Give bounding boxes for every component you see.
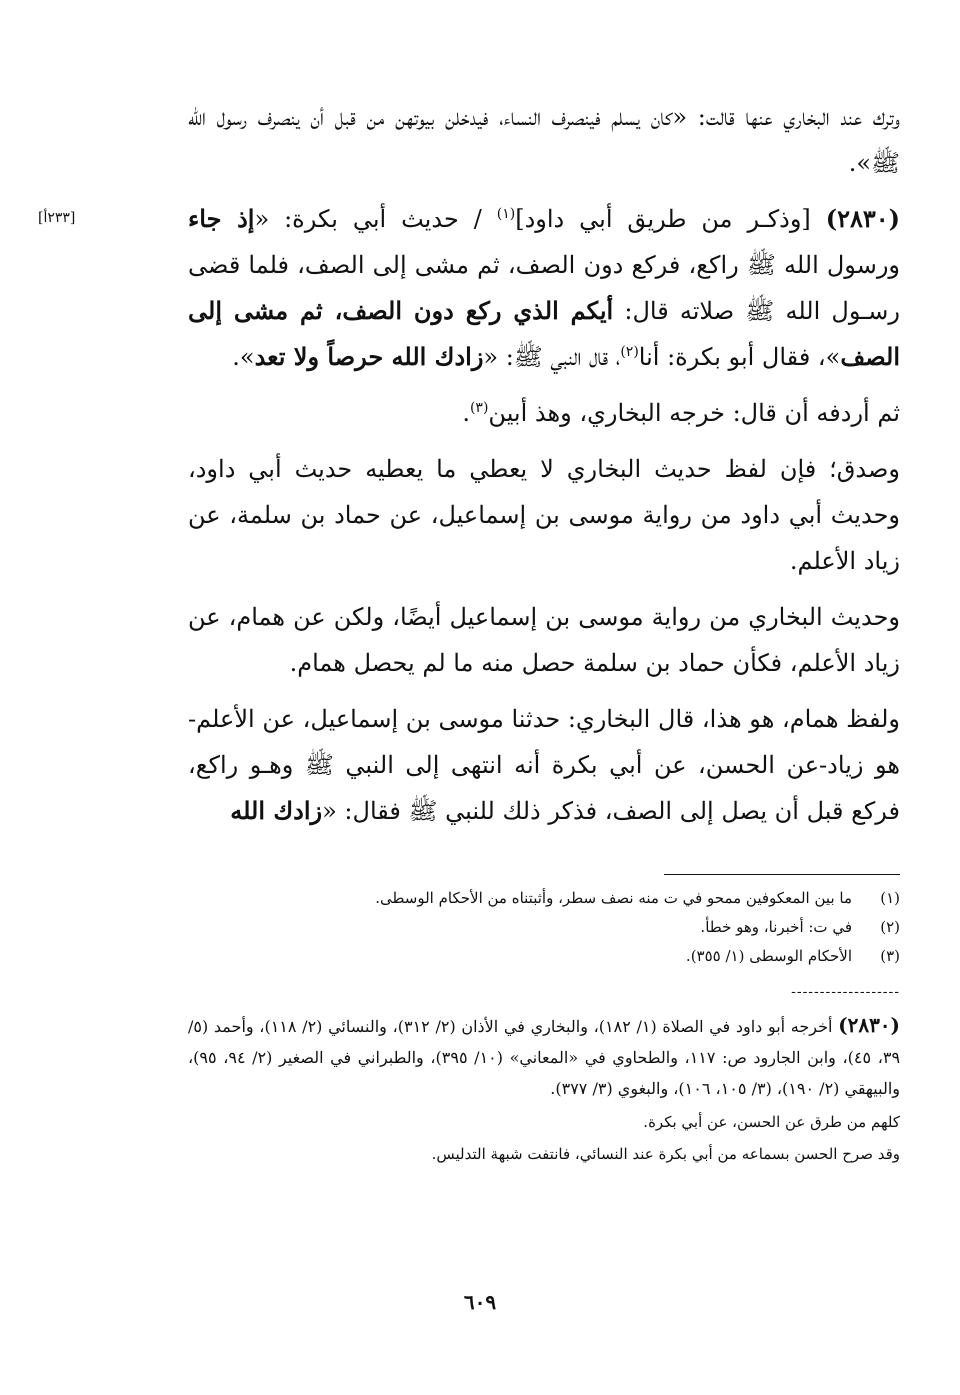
takhrij-2830 — [188, 1010, 900, 1104]
footnote-text: في ت: أخبرنا، وهو خطأ. — [700, 918, 852, 936]
takhrij-separator: ------------------- — [791, 984, 900, 1000]
page-number: ٦٠٩ — [463, 1290, 497, 1314]
text-segment: ورسول الله ﷺ راكع، فركع دون الصف، ثم مشى إلى الصف، فلما قضى رسـول الله ﷺ صلاته قال: — [188, 251, 900, 325]
text-segment: ولفظ همام، هو هذا، قال البخاري: حدثنا موسى بن إسماعيل، عن الأعلم-هو زياد-عن الحسن، عن أبي بكرة أنه انتهى إلى النبي ﷺ وهـو راكع، فركع قبل أن يصل إلى الصف، فذكر ذلك للنبي ﷺ فقال: « — [188, 705, 900, 825]
footnote-ref-1: (١) — [496, 206, 516, 222]
footnote-text: الأحكام الوسطى (١/ ٣٥٥). — [685, 947, 852, 965]
footnote-3 — [188, 942, 900, 971]
hadith-quote: أيكم الذي ركع دون الصف، ثم مشى إلى الصف — [188, 296, 900, 371]
footnote-divider — [664, 874, 900, 875]
footnote-number: (١) — [880, 889, 900, 907]
hadith-number: (٢٨٣٠) — [825, 204, 901, 233]
hadith-2830 — [188, 196, 900, 380]
hadith-quote: زادك الله — [230, 796, 323, 825]
hadith-quote: إذ جاء — [188, 204, 255, 233]
paragraph-1: وترك عند البخاري عنها قالت: «كان يسلم فينصرف النساء، فيدخلن بيوتهن من قبل أن ينصرف رسول الله ﷺ». — [188, 103, 900, 177]
paragraph-6 — [188, 696, 900, 834]
footnote-ref-3: (٣) — [469, 400, 489, 416]
takhrij-number: (٢٨٣٠) — [838, 1013, 901, 1037]
footnote-ref-2: (٢) — [620, 344, 639, 360]
manuscript-folio-ref: [٢٣٣أ] — [38, 210, 76, 226]
text-segment: [وذكـر من طريق أبي داود] — [515, 205, 826, 233]
text-segment: . — [462, 399, 470, 427]
text-segment: ». — [232, 343, 255, 371]
footnote-2 — [188, 913, 900, 942]
footnote-1 — [188, 884, 900, 913]
takhrij-note-2: وقد صرح الحسن بسماعه من أبي بكرة عند النسائي، فانتفت شبهة التدليس. — [431, 1145, 900, 1163]
hadith-quote: زادك الله حرصاً ولا تعد — [254, 342, 484, 371]
text-segment: / حديث أبي بكرة: « — [254, 205, 497, 233]
footnotes — [188, 884, 900, 971]
paragraph-3 — [188, 390, 900, 436]
text-segment: ، قال النبي ﷺ: « — [483, 343, 621, 371]
paragraph-4: وصدق؛ فإن لفظ حديث البخاري لا يعطي ما يعطيه حديث أبي داود، وحديث أبي داود من رواية موسى بن إسماعيل، عن حماد بن سلمة، عن زياد الأعلم. — [188, 455, 900, 575]
footnote-number: (٣) — [880, 947, 900, 965]
takhrij-note-1: كلهم من طرق عن الحسن، عن أبي بكرة. — [643, 1113, 900, 1131]
footnote-text: ما بين المعكوفين ممحو في ت منه نصف سطر، وأثبتناه من الأحكام الوسطى. — [375, 889, 852, 907]
takhrij-notes — [188, 1010, 900, 1168]
text-segment: »، فقال أبو بكرة: أنا — [638, 343, 841, 371]
takhrij-text: أخرجه أبو داود في الصلاة (١/ ١٨٢)، والبخاري في الأذان (٢/ ٣١٢)، والنسائي (٢/ ١١٨)، وأحمد (٥/ ٣٩، ٤٥)، وابن الجارود ص: ١١٧، والطحاوي في «المعاني» (١٠/ ٣٩٥)، والطبراني في الصغير (٢/ ٩٤، ٩٥)، والبيهقي (٢/ ١٩٠)، (٣/ ١٠٥، ١٠٦)، والبغوي (٣/ ٣٧٧). — [188, 1017, 901, 1098]
main-text — [188, 94, 900, 844]
text-segment: ثم أردفه أن قال: خرجه البخاري، وهذ أبين — [488, 399, 900, 427]
footnote-number: (٢) — [880, 918, 900, 936]
paragraph-5: وحديث البخاري من رواية موسى بن إسماعيل أيضًا، ولكن عن همام، عن زياد الأعلم، فكأن حماد بن سلمة حصل منه ما لم يحصل همام. — [188, 603, 900, 677]
